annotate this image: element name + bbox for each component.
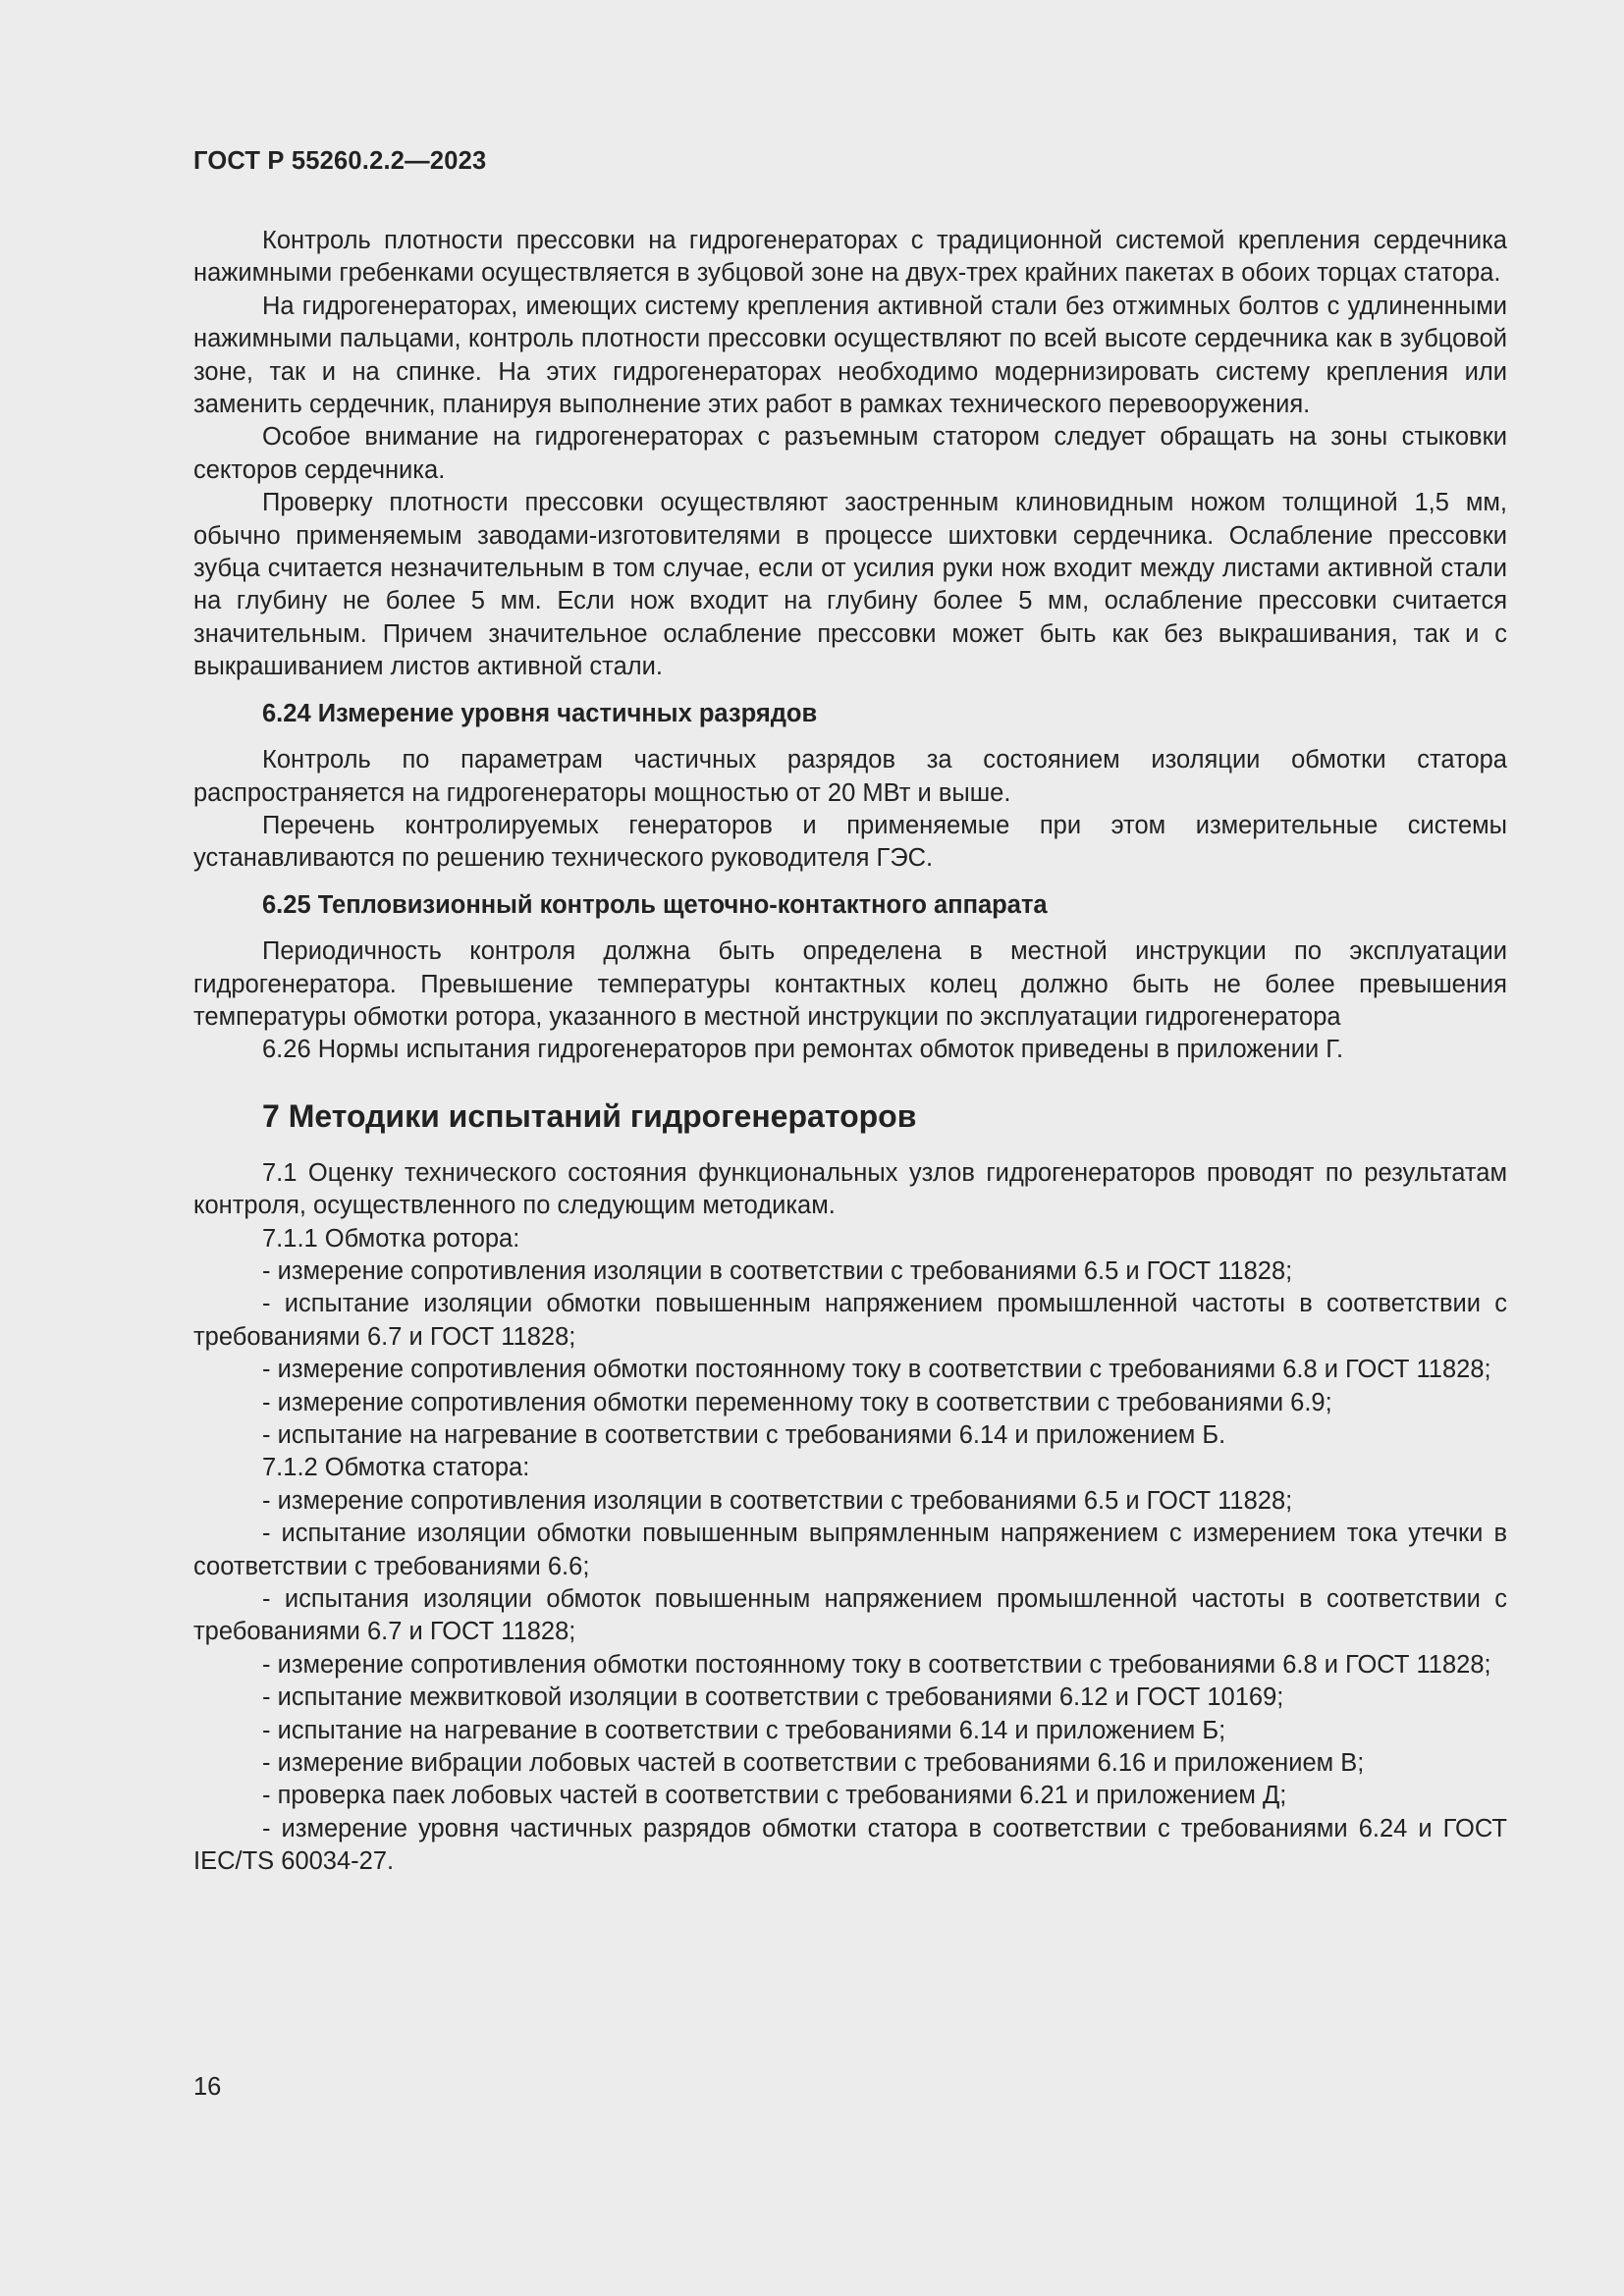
paragraph: Проверку плотности прессовки осуществляют заостренным клиновидным ножом толщиной 1,5 мм, обычно применяемым заводами-изготовителями в процессе шихтовки сердечника. Ослабление прессовки зубца считается незначительным в том случае, если от усилия руки нож входит между листами активной стали на глубину не более 5 мм. Если нож входит на глубину более 5 мм, ослабление прессовки считается значительным. Причем значительное ослабление прессовки может быть как без выкрашивания, так и с выкрашиванием листов активной стали.	[193, 489, 1507, 681]
list-item: - измерение уровня частичных разрядов обмотки статора в соответствии с требованиями 6.24 и ГОСТ IEC/TS 60034-27.	[193, 1814, 1507, 1876]
list-item: - испытания изоляции обмоток повышенным напряжением промышленной частоты в соответствии с требованиями 6.7 и ГОСТ 11828;	[193, 1585, 1507, 1646]
paragraph: Особое внимание на гидрогенераторах с разъемным статором следует обращать на зоны стыковки секторов сердечника.	[193, 423, 1507, 484]
paragraph: Контроль плотности прессовки на гидрогенераторах с традиционной системой крепления сердечника нажимными гребенками осуществляется в зубцовой зоне на двух-трех крайних пакетах в обоих торцах статора.	[193, 227, 1507, 288]
section-heading-7: 7 Методики испытаний гидрогенераторов	[262, 1097, 917, 1134]
page-number: 16	[193, 2073, 222, 2101]
subsection-title-rotor: 7.1.1 Обмотка ротора:	[262, 1224, 520, 1253]
list-item: - испытание на нагревание в соответствии с требованиями 6.14 и приложением Б.	[262, 1421, 1226, 1449]
document-header: ГОСТ Р 55260.2.2—2023	[193, 147, 487, 175]
list-item: - измерение сопротивления обмотки постоянному току в соответствии с требованиями 6.8 и ГОСТ 11828;	[262, 1650, 1491, 1679]
subsection-title-stator: 7.1.2 Обмотка статора:	[262, 1454, 530, 1482]
document-body	[193, 225, 1507, 1879]
section-heading-6-24: 6.24 Измерение уровня частичных разрядов	[262, 699, 818, 727]
paragraph: Периодичность контроля должна быть определена в местной инструкции по эксплуатации гидрогенератора. Превышение температуры контактных колец должно быть не более превышения температуры обмотки ротора, указанного в местной инструкции по эксплуатации гидрогенератора	[193, 937, 1507, 1031]
list-item: - проверка паек лобовых частей в соответствии с требованиями 6.21 и приложением Д;	[262, 1782, 1287, 1810]
paragraph: Контроль по параметрам частичных разрядов за состоянием изоляции обмотки статора распространяется на гидрогенераторы мощностью от 20 МВт и выше.	[193, 746, 1507, 807]
list-item: - измерение сопротивления обмотки переменному току в соответствии с требованиями 6.9;	[262, 1388, 1332, 1416]
section-heading-6-25: 6.25 Тепловизионный контроль щеточно-контактного аппарата	[262, 890, 1048, 919]
list-item: - испытание изоляции обмотки повышенным выпрямленным напряжением с измерением тока утечки в соответствии с требованиями 6.6;	[193, 1520, 1507, 1580]
paragraph: 7.1 Оценку технического состояния функциональных узлов гидрогенераторов проводят по результатам контроля, осуществленного по следующим методикам.	[193, 1158, 1507, 1220]
paragraph: На гидрогенераторах, имеющих систему крепления активной стали без отжимных болтов с удлиненными нажимными пальцами, контроль плотности прессовки осуществляют по всей высоте сердечника как в зубцовой зоне, так и на спинке. На этих гидрогенераторах необходимо модернизировать систему крепления или заменить сердечник, планируя выполнение этих работ в рамках технического перевооружения.	[193, 292, 1507, 419]
list-item: - измерение вибрации лобовых частей в соответствии с требованиями 6.16 и приложением В;	[262, 1749, 1365, 1778]
paragraph: Перечень контролируемых генераторов и применяемые при этом измерительные системы устанавливаются по решению технического руководителя ГЭС.	[193, 811, 1507, 873]
paragraph: 6.26 Нормы испытания гидрогенераторов при ремонтах обмоток приведены в приложении Г.	[262, 1036, 1344, 1064]
list-item: - испытание изоляции обмотки повышенным напряжением промышленной частоты в соответствии с требованиями 6.7 и ГОСТ 11828;	[193, 1290, 1507, 1351]
list-item: - измерение сопротивления изоляции в соответствии с требованиями 6.5 и ГОСТ 11828;	[262, 1256, 1293, 1285]
list-item: - испытание на нагревание в соответствии с требованиями 6.14 и приложением Б;	[262, 1716, 1226, 1744]
list-item: - измерение сопротивления обмотки постоянному току в соответствии с требованиями 6.8 и ГОСТ 11828;	[262, 1356, 1491, 1384]
list-item: - испытание межвитковой изоляции в соответствии с требованиями 6.12 и ГОСТ 10169;	[262, 1683, 1284, 1712]
list-item: - измерение сопротивления изоляции в соответствии с требованиями 6.5 и ГОСТ 11828;	[262, 1486, 1293, 1515]
